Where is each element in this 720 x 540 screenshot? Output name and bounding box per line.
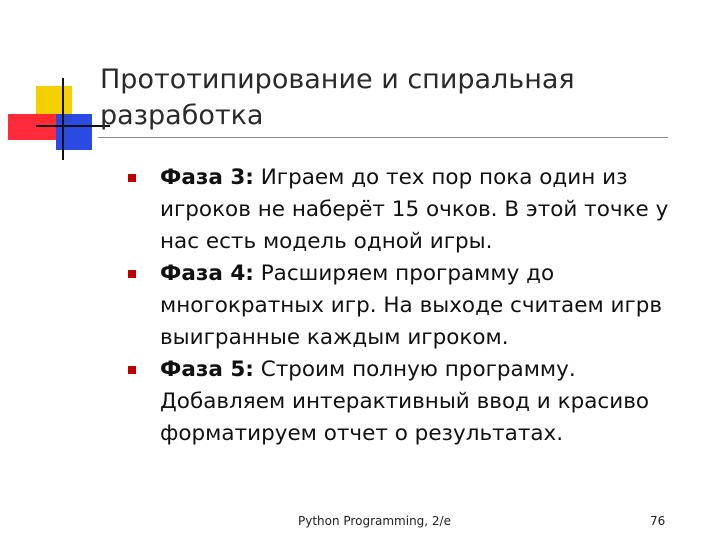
slide-title: Прототипирование и спиральная разработка: [100, 64, 575, 131]
phase-label: Фаза 4:: [160, 261, 254, 286]
title-divider: [98, 137, 668, 138]
bullet-square-icon: [128, 270, 136, 278]
bullet-item-phase-3: [128, 162, 673, 258]
bullet-square-icon: [128, 366, 136, 374]
phase-label: Фаза 3:: [160, 165, 254, 190]
slide-logo-graphic: [0, 0, 110, 170]
footer-page-number: 76: [650, 514, 666, 528]
bullet-text: Играем до тех пор пока один из игроков не наберёт 15 очков. В этой точке у нас есть модель одной игры.: [160, 165, 669, 254]
phase-label: Фаза 5:: [160, 357, 254, 382]
bullet-text: Строим полную программу. Добавляем интерактивный ввод и красиво форматируем отчет о результатах.: [160, 357, 650, 446]
footer-book-title: Python Programming, 2/e: [298, 514, 451, 528]
bullet-text: Расширяем программу до многократных игр. На выходе считаем игрв выигранные каждым игроком.: [160, 261, 663, 350]
logo-blue-square: [56, 114, 92, 150]
bullet-square-icon: [128, 174, 136, 182]
bullet-list: [128, 162, 673, 450]
bullet-item-phase-5: [128, 354, 673, 450]
bullet-item-phase-4: [128, 258, 673, 354]
